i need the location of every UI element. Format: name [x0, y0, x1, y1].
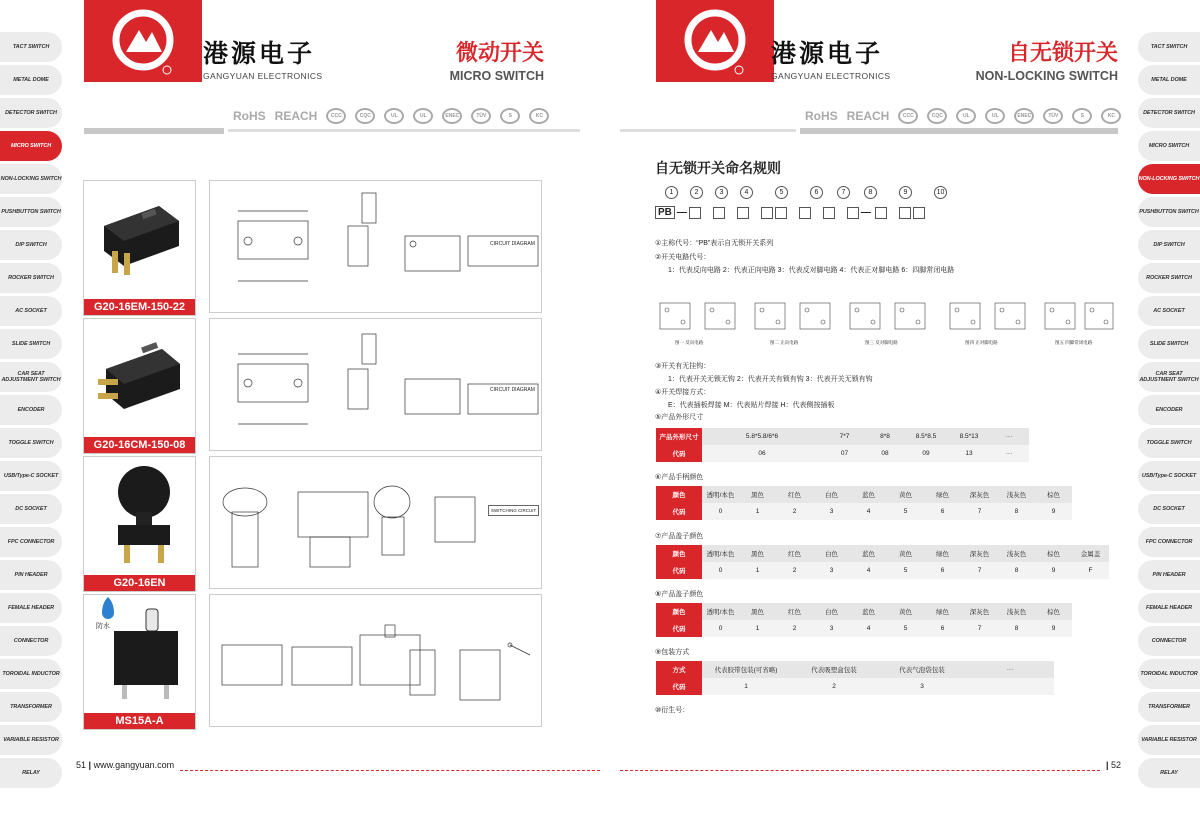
naming-heading: 自无锁开关命名规则	[655, 161, 781, 177]
rule-line: 1：代表开关无锁无钩 2：代表开关有锁有钩 3：代表开关无锁有钩	[668, 376, 873, 383]
water-drop-icon	[102, 597, 114, 619]
side-tab[interactable]: DETECTOR SWITCH	[0, 98, 62, 128]
table-cell: 8*8	[867, 428, 903, 445]
table-cell: 3	[813, 620, 850, 637]
ul-listed-icon: UL	[413, 108, 433, 124]
ul-icon: UL	[384, 108, 404, 124]
rule-line: 1：代表反向电路 2：代表正向电路 3：代表反对脚电路 4：代表正对脚电路 6：四脚常闭电路	[668, 267, 955, 274]
table-cell: 7	[961, 620, 998, 637]
table-cell: 代表气泡袋包装	[878, 661, 966, 678]
table-cell: 绿色	[924, 486, 961, 503]
side-tab[interactable]: FPC CONNECTOR	[0, 527, 62, 557]
table-cell: 绿色	[924, 545, 961, 562]
product-card	[83, 318, 196, 454]
table-cell: 6	[924, 562, 961, 579]
table-cell: 棕色	[1035, 603, 1072, 620]
footer-rule	[180, 770, 600, 771]
side-tab[interactable]: CONNECTOR	[1138, 626, 1200, 656]
micro-switch-image	[84, 319, 197, 439]
divider-bar	[84, 128, 224, 134]
figure-caption: 图一 反向电路	[675, 340, 704, 345]
side-tab[interactable]: SLIDE SWITCH	[0, 329, 62, 359]
side-tab[interactable]: DIP SWITCH	[0, 230, 62, 260]
page-title-left	[420, 36, 544, 83]
table-cell: 2	[790, 678, 878, 695]
ccc-icon: CCC	[898, 108, 918, 124]
side-tab[interactable]: DC SOCKET	[0, 494, 62, 524]
side-tab[interactable]: TACT SWITCH	[1138, 32, 1200, 62]
kc-icon: KC	[529, 108, 549, 124]
semko-icon: S	[500, 108, 520, 124]
table-cell: 2	[776, 503, 813, 520]
table-cell: 红色	[776, 486, 813, 503]
side-tab[interactable]: ENCODER	[1138, 395, 1200, 425]
table-cell: 1	[739, 562, 776, 579]
footer-left: 51 | www.gangyuan.com	[76, 760, 175, 770]
side-tab[interactable]: METAL DOME	[1138, 65, 1200, 95]
code-pattern: PB — —	[655, 206, 1115, 219]
dimension-drawing	[210, 181, 543, 314]
table-cell: 9	[1035, 562, 1072, 579]
position-number: 1	[665, 186, 678, 199]
table-cell: 5	[887, 620, 924, 637]
enec-icon: ENEC	[1014, 108, 1034, 124]
figure-caption: 图二 正向电路	[770, 340, 799, 345]
table-cell: ···	[989, 445, 1029, 462]
handle-color-table	[656, 486, 1072, 520]
side-tab[interactable]: PUSHBUTTON SWITCH	[0, 197, 62, 227]
side-tab[interactable]: RELAY	[0, 758, 62, 788]
table-cell: 代表胶带包装(可省略)	[702, 661, 790, 678]
table-cell: 透明/本色	[702, 486, 739, 503]
page-title-right	[940, 36, 1118, 83]
side-tab[interactable]: DETECTOR SWITCH	[1138, 98, 1200, 128]
table-cell: 深灰色	[961, 545, 998, 562]
table-cell: 5.8*5.8/6*6	[702, 428, 822, 445]
table-cell: 白色	[813, 486, 850, 503]
ul-listed-icon: UL	[985, 108, 1005, 124]
side-tab[interactable]: FEMALE HEADER	[1138, 593, 1200, 623]
ul-icon: UL	[956, 108, 976, 124]
table-cell: 深灰色	[961, 486, 998, 503]
table-cell: 0	[702, 503, 739, 520]
prefix-box: PB	[655, 206, 675, 219]
table-cell: 4	[850, 503, 887, 520]
table-cell: 2	[776, 562, 813, 579]
cqc-icon: CQC	[355, 108, 375, 124]
position-numbers	[655, 186, 1115, 199]
logo-right	[656, 0, 774, 82]
position-number: 8	[864, 186, 877, 199]
table-cell: 5	[887, 562, 924, 579]
product-label: G20-16CM-150-08	[84, 437, 195, 453]
table-cell: 8.5*8.5	[903, 428, 949, 445]
page-number: 52	[1111, 760, 1122, 770]
table-cell: 3	[813, 503, 850, 520]
position-number: 5	[775, 186, 788, 199]
divider-thin	[228, 129, 580, 132]
row-header: 代码	[656, 620, 702, 637]
side-tab[interactable]: TOGGLE SWITCH	[1138, 428, 1200, 458]
position-number: 6	[810, 186, 823, 199]
side-tab[interactable]: CAR SEAT ADJUSTMENT SWITCH	[0, 362, 62, 392]
title-en: NON-LOCKING SWITCH	[975, 69, 1118, 83]
side-tab[interactable]: VARIABLE RESISTOR	[1138, 725, 1200, 755]
row-header: 代码	[656, 503, 702, 520]
dimension-drawing	[210, 319, 543, 452]
table-cell: 金属盖	[1072, 545, 1109, 562]
position-number: 10	[934, 186, 947, 199]
footer-right: | 52	[1106, 760, 1122, 770]
row-header: 代码	[656, 678, 702, 695]
rohs-mark: RoHS	[233, 109, 266, 123]
figure-caption: 图五 四脚常闭电路	[1055, 340, 1093, 345]
row-header: 方式	[656, 661, 702, 678]
dimension-drawing	[210, 595, 543, 717]
table-cell: 黑色	[739, 486, 776, 503]
brand-left	[203, 34, 322, 81]
table-cell: 蓝色	[850, 545, 887, 562]
dimension-drawing	[210, 457, 543, 590]
enec-icon: ENEC	[442, 108, 462, 124]
circuit-figures	[655, 285, 1115, 350]
table-cell: 1	[739, 503, 776, 520]
table-cell: 红色	[776, 545, 813, 562]
product-label: G20-16EN	[84, 575, 195, 591]
round-switch-image	[84, 457, 197, 577]
brand-cn: 港源电子	[203, 39, 316, 68]
base-color-table	[656, 603, 1072, 637]
rule-line: ④开关焊接方式：	[655, 389, 711, 396]
table-cell: 浅灰色	[998, 545, 1035, 562]
cqc-icon: CQC	[927, 108, 947, 124]
tuv-icon: TÜV	[471, 108, 491, 124]
table-cell: 黄色	[887, 603, 924, 620]
table-cell: 08	[867, 445, 903, 462]
table-cell: 5	[887, 503, 924, 520]
side-tab[interactable]: ROCKER SWITCH	[1138, 263, 1200, 293]
side-tab[interactable]: PIN HEADER	[1138, 560, 1200, 590]
rule-line: ⑤产品外形尺寸	[655, 414, 704, 421]
kc-icon: KC	[1101, 108, 1121, 124]
side-tab[interactable]: TRANSFORMER	[1138, 692, 1200, 722]
side-tab[interactable]: DIP SWITCH	[1138, 230, 1200, 260]
table-cell: 8.5*13	[949, 428, 989, 445]
table-cell: 浅灰色	[998, 603, 1035, 620]
side-tab[interactable]: SLIDE SWITCH	[1138, 329, 1200, 359]
website-url[interactable]: www.gangyuan.com	[93, 760, 175, 770]
table-cell: 1	[702, 678, 790, 695]
table-cell: 透明/本色	[702, 545, 739, 562]
rohs-mark: RoHS	[805, 109, 838, 123]
table-cell: 绿色	[924, 603, 961, 620]
position-number: 9	[899, 186, 912, 199]
cert-row-left	[233, 108, 549, 124]
section-heading: ⑦产品盖子颜色	[655, 533, 704, 540]
side-tab[interactable]: METAL DOME	[0, 65, 62, 95]
switching-circuit-label: SWITCHING CIRCUIT	[488, 505, 539, 516]
table-cell: 代表吸塑盒包装	[790, 661, 878, 678]
divider-bar	[800, 128, 1118, 134]
table-cell: 4	[850, 620, 887, 637]
rule-line: ①主称代号：“PB”表示自无锁开关系列	[655, 240, 774, 247]
table-cell: 09	[903, 445, 949, 462]
technical-drawing	[209, 318, 542, 451]
table-cell: 黄色	[887, 486, 924, 503]
row-header: 产品外形尺寸	[656, 428, 702, 445]
table-cell: 红色	[776, 603, 813, 620]
product-card	[83, 456, 196, 592]
table-cell: 棕色	[1035, 486, 1072, 503]
cover-color-table	[656, 545, 1109, 579]
position-number: 4	[740, 186, 753, 199]
technical-drawing	[209, 180, 542, 313]
table-cell: 白色	[813, 545, 850, 562]
technical-drawing	[209, 594, 542, 727]
table-cell: 7	[961, 562, 998, 579]
table-cell: 黑色	[739, 545, 776, 562]
table-cell: 黑色	[739, 603, 776, 620]
side-tab[interactable]: TRANSFORMER	[0, 692, 62, 722]
side-tab[interactable]: USB/Type-C SOCKET	[0, 461, 62, 491]
row-header: 颜色	[656, 545, 702, 562]
side-tab[interactable]: TOROIDAL INDUCTOR	[1138, 659, 1200, 689]
row-header: 颜色	[656, 603, 702, 620]
position-number: 7	[837, 186, 850, 199]
row-header: 代码	[656, 445, 702, 462]
product-card	[83, 180, 196, 316]
side-tab[interactable]: DC SOCKET	[1138, 494, 1200, 524]
micro-switch-image	[84, 181, 197, 301]
table-cell: 9	[1035, 620, 1072, 637]
rule-line: ②开关电路代号：	[655, 254, 711, 261]
side-tab[interactable]: VARIABLE RESISTOR	[0, 725, 62, 755]
rule-line: E：代表插板焊接 M：代表贴片焊接 H：代表侧按插板	[668, 402, 835, 409]
table-cell: 7*7	[822, 428, 867, 445]
waterproof-switch-image	[84, 595, 197, 715]
table-cell: 3	[878, 678, 966, 695]
side-tab[interactable]: RELAY	[1138, 758, 1200, 788]
table-cell: 白色	[813, 603, 850, 620]
table-cell: 6	[924, 620, 961, 637]
figure-caption: 图三 反对脚电路	[865, 340, 898, 345]
product-label: MS15A-A	[84, 713, 195, 729]
table-cell: 8	[998, 503, 1035, 520]
table-cell: 黄色	[887, 545, 924, 562]
side-tab[interactable]: TACT SWITCH	[0, 32, 62, 62]
side-tab[interactable]: NON-LOCKING SWITCH	[1138, 164, 1200, 194]
table-cell: 蓝色	[850, 486, 887, 503]
ccc-icon: CCC	[326, 108, 346, 124]
logo-mark-icon	[84, 0, 202, 82]
reach-mark: REACH	[274, 109, 318, 123]
row-header: 颜色	[656, 486, 702, 503]
side-tab[interactable]: TOGGLE SWITCH	[0, 428, 62, 458]
table-cell: 透明/本色	[702, 603, 739, 620]
table-cell: 13	[949, 445, 989, 462]
section-heading: ⑧产品盖子颜色	[655, 591, 704, 598]
table-cell: 6	[924, 503, 961, 520]
side-tab[interactable]: AC SOCKET	[0, 296, 62, 326]
product-label: G20-16EM-150-22	[84, 299, 195, 315]
technical-drawing	[209, 456, 542, 589]
table-cell: 0	[702, 620, 739, 637]
figure-caption: 图四 正对脚电路	[965, 340, 998, 345]
table-cell: 2	[776, 620, 813, 637]
side-tab[interactable]: MICRO SWITCH	[0, 131, 62, 161]
reach-mark: REACH	[846, 109, 890, 123]
table-cell: 7	[961, 503, 998, 520]
table-cell	[966, 678, 1054, 695]
waterproof-badge: 防水	[96, 623, 110, 630]
table-cell: 4	[850, 562, 887, 579]
brand-right	[771, 34, 890, 81]
title-cn: 微动开关	[455, 41, 544, 66]
table-cell: ···	[989, 428, 1029, 445]
title-en: MICRO SWITCH	[449, 69, 544, 83]
side-tab[interactable]: ROCKER SWITCH	[0, 263, 62, 293]
divider-thin	[620, 129, 796, 132]
table-cell: ···	[966, 661, 1054, 678]
side-tab[interactable]: FEMALE HEADER	[0, 593, 62, 623]
table-cell: 0	[702, 562, 739, 579]
packing-table	[656, 661, 1054, 695]
side-tab[interactable]: CONNECTOR	[0, 626, 62, 656]
table-cell: 06	[702, 445, 822, 462]
table-cell: F	[1072, 562, 1109, 579]
size-table	[656, 428, 1029, 462]
section-heading: ⑥产品手柄颜色	[655, 474, 704, 481]
side-tab[interactable]: PUSHBUTTON SWITCH	[1138, 197, 1200, 227]
position-number: 3	[715, 186, 728, 199]
section-heading: ⑨包装方式	[655, 649, 690, 656]
side-tab[interactable]: TOROIDAL INDUCTOR	[0, 659, 62, 689]
table-cell: 9	[1035, 503, 1072, 520]
side-tab[interactable]: ENCODER	[0, 395, 62, 425]
circuit-diagram-label: CIRCUIT DIAGRAM	[490, 387, 535, 393]
position-number: 2	[690, 186, 703, 199]
page-number: 51	[76, 760, 87, 770]
table-cell: 浅灰色	[998, 486, 1035, 503]
table-cell: 8	[998, 562, 1035, 579]
side-tab[interactable]: USB/Type-C SOCKET	[1138, 461, 1200, 491]
side-tab[interactable]: MICRO SWITCH	[1138, 131, 1200, 161]
logo-mark-icon	[656, 0, 774, 82]
derived-number: ⑩衍生号：	[655, 707, 690, 714]
side-tab[interactable]: PIN HEADER	[0, 560, 62, 590]
side-tab[interactable]: NON-LOCKING SWITCH	[0, 164, 62, 194]
side-tab[interactable]: CAR SEAT ADJUSTMENT SWITCH	[1138, 362, 1200, 392]
footer-rule	[620, 770, 1100, 771]
rule-line: ③开关有无挂钩：	[655, 363, 711, 370]
semko-icon: S	[1072, 108, 1092, 124]
side-tab[interactable]: FPC CONNECTOR	[1138, 527, 1200, 557]
cert-row-right	[805, 108, 1121, 124]
table-cell: 棕色	[1035, 545, 1072, 562]
product-card	[83, 594, 196, 730]
brand-en: GANGYUAN ELECTRONICS	[203, 71, 323, 81]
table-cell: 1	[739, 620, 776, 637]
table-cell: 3	[813, 562, 850, 579]
brand-cn: 港源电子	[771, 39, 884, 68]
side-tab[interactable]: AC SOCKET	[1138, 296, 1200, 326]
row-header: 代码	[656, 562, 702, 579]
brand-en: GANGYUAN ELECTRONICS	[771, 71, 891, 81]
table-cell: 07	[822, 445, 867, 462]
title-cn: 自无锁开关	[1007, 41, 1118, 66]
table-cell: 深灰色	[961, 603, 998, 620]
logo-left	[84, 0, 202, 82]
circuit-diagram-label: CIRCUIT DIAGRAM	[490, 241, 535, 247]
tuv-icon: TÜV	[1043, 108, 1063, 124]
table-cell: 蓝色	[850, 603, 887, 620]
table-cell: 8	[998, 620, 1035, 637]
